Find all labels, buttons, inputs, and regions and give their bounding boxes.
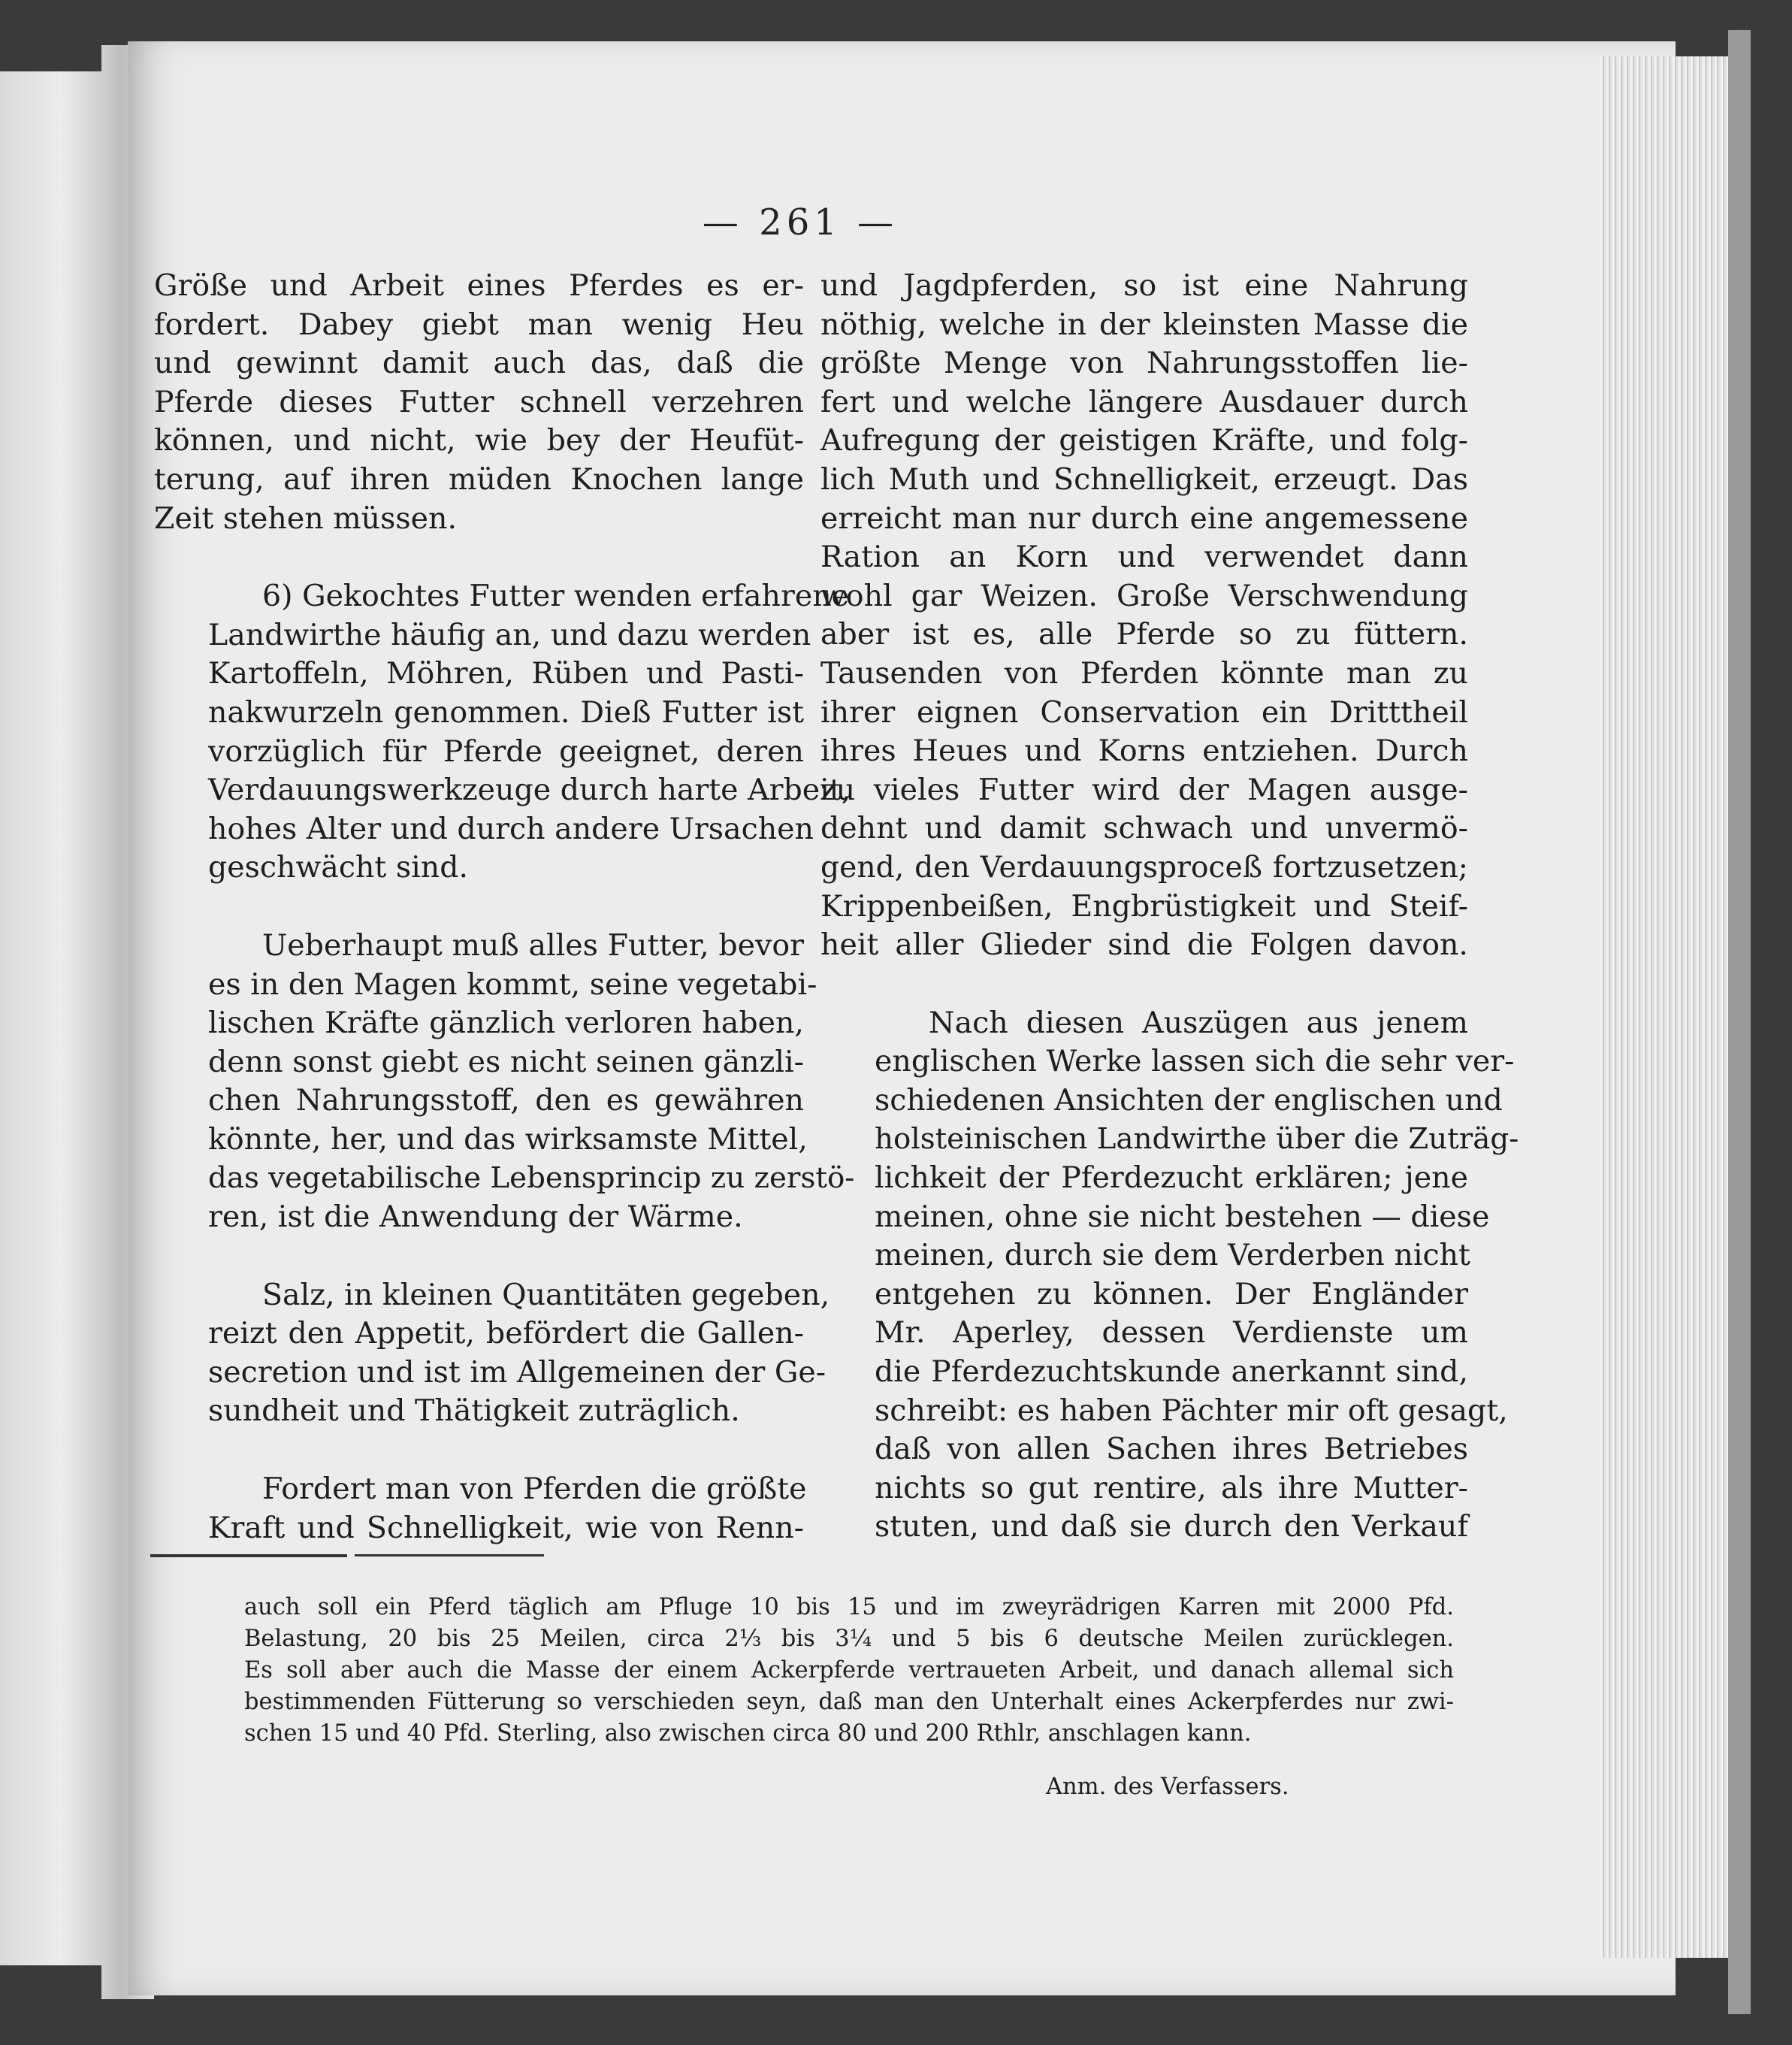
- text-line: terung, auf ihren müden Knochen lange: [154, 461, 804, 497]
- footnote-line: schen 15 und 40 Pfd. Sterling, also zwischen circa 80 und 200 Rthlr, anschlagen kann.: [244, 1720, 1252, 1747]
- book-cover-edge: [1728, 30, 1751, 2014]
- text-line: schiedenen Ansichten der englischen und: [875, 1082, 1503, 1118]
- text-line: das vegetabilische Lebensprincip zu zerstö-: [208, 1161, 855, 1196]
- text-line: schreibt: es haben Pächter mir oft gesagt,: [875, 1393, 1508, 1428]
- text-line: nichts so gut rentire, als ihre Mutter-: [875, 1470, 1468, 1505]
- text-line: nöthig, welche in der kleinsten Masse die: [820, 307, 1468, 342]
- text-line: Tausenden von Pferden könnte man zu: [820, 655, 1468, 691]
- text-line: Pferde dieses Futter schnell verzehren: [154, 384, 804, 419]
- text-line: Zeit stehen müssen.: [154, 501, 458, 536]
- right-paragraph-2: [820, 1004, 1519, 1547]
- footnote-line: Belastung, 20 bis 25 Meilen, circa 2⅓ bis 3¼ und 5 bis 6 deutsche Meilen zurücklegen.: [244, 1626, 1454, 1652]
- footnote-line: Es soll aber auch die Masse der einem Ackerpferde vertraueten Arbeit, und danach allemal sich: [244, 1657, 1454, 1683]
- text-line: chen Nahrungsstoff, den es gewähren: [208, 1083, 804, 1118]
- text-line: Krippenbeißen, Engbrüstigkeit und Steif-: [820, 888, 1468, 924]
- text-line: dehnt und damit schwach und unvermö-: [820, 811, 1468, 846]
- text-line: 6) Gekochtes Futter wenden erfahrene: [262, 579, 850, 614]
- text-line: stuten, und daß sie durch den Verkauf: [875, 1509, 1468, 1544]
- text-line: Nach diesen Auszügen aus jenem: [929, 1005, 1468, 1040]
- text-line: Kartoffeln, Möhren, Rüben und Pasti-: [208, 656, 804, 691]
- text-line: lichkeit der Pferdezucht erklären; jene: [875, 1160, 1468, 1196]
- text-line: reizt den Appetit, befördert die Gallen-: [208, 1316, 804, 1351]
- text-line: aber ist es, alle Pferde so zu füttern.: [820, 617, 1468, 652]
- left-paragraph-2: [154, 577, 851, 888]
- page-number: — 261 —: [702, 201, 899, 244]
- text-line: Salz, in kleinen Quantitäten gegeben,: [262, 1277, 830, 1312]
- right-paragraph-1: [820, 267, 1468, 965]
- text-line: Fordert man von Pferden die größte: [262, 1472, 807, 1507]
- text-line: ihrer eignen Conservation ein Dritttheil: [820, 694, 1468, 730]
- text-line: holsteinischen Landwirthe über die Zuträg-: [875, 1122, 1519, 1157]
- page-edges: [1600, 56, 1744, 1958]
- text-line: und Jagdpferden, so ist eine Nahrung: [820, 268, 1468, 303]
- text-line: meinen, durch sie dem Verderben nicht: [875, 1238, 1470, 1273]
- text-line: daß von allen Sachen ihres Betriebes: [875, 1432, 1468, 1467]
- text-line: fordert. Dabey giebt man wenig Heu: [154, 307, 804, 342]
- left-paragraph-5: [154, 1470, 807, 1547]
- text-line: könnte, her, und das wirksamste Mittel,: [208, 1121, 808, 1157]
- text-line: und gewinnt damit auch das, daß die: [154, 346, 804, 381]
- text-line: Größe und Arbeit eines Pferdes es er-: [154, 268, 804, 303]
- text-line: fert und welche längere Ausdauer durch: [820, 384, 1468, 419]
- text-line: denn sonst giebt es nicht seinen gänzli-: [208, 1044, 804, 1079]
- text-line: sundheit und Thätigkeit zuträglich.: [208, 1393, 740, 1429]
- text-line: vorzüglich für Pferde geeignet, deren: [208, 734, 804, 769]
- footnote: [244, 1592, 1454, 1750]
- text-line: Ration an Korn und verwendet dann: [820, 540, 1468, 575]
- footnote-line: auch soll ein Pferd täglich am Pfluge 10 bis 15 und im zweyrädrigen Karren mit 2000 Pfd.: [244, 1594, 1454, 1620]
- text-line: ren, ist die Anwendung der Wärme.: [208, 1199, 743, 1235]
- text-line: Ueberhaupt muß alles Futter, bevor: [262, 927, 804, 963]
- text-line: Kraft und Schnelligkeit, wie von Renn-: [208, 1510, 804, 1545]
- left-paragraph-3: [154, 927, 855, 1237]
- text-line: meinen, ohne sie nicht bestehen — diese: [875, 1199, 1490, 1234]
- text-line: lischen Kräfte gänzlich verloren haben,: [208, 1006, 804, 1041]
- text-line: hohes Alter und durch andere Ursachen: [208, 811, 814, 846]
- text-line: erreicht man nur durch eine angemessene: [820, 501, 1468, 536]
- footnote-rule: [150, 1554, 347, 1557]
- facing-page-edge: [0, 71, 101, 1965]
- text-line: Mr. Aperley, dessen Verdienste um: [875, 1315, 1468, 1351]
- text-line: entgehen zu können. Der Engländer: [875, 1276, 1468, 1311]
- text-line: lich Muth und Schnelligkeit, erzeugt. Das: [820, 461, 1468, 497]
- text-line: nakwurzeln genommen. Dieß Futter ist: [208, 694, 804, 730]
- left-column: [154, 267, 855, 1547]
- footnote-line: bestimmenden Fütterung so verschieden seyn, daß man den Unterhalt eines Ackerpferdes nur zwi-: [244, 1689, 1454, 1715]
- text-line: können, und nicht, wie bey der Heufüt-: [154, 423, 804, 458]
- text-line: die Pferdezuchtskunde anerkannt sind,: [875, 1354, 1468, 1390]
- text-line: gend, den Verdauungsproceß fortzusetzen;: [820, 850, 1468, 885]
- text-line: Aufregung der geistigen Kräfte, und folg-: [820, 423, 1468, 458]
- right-column: [820, 267, 1519, 1547]
- text-line: heit aller Glieder sind die Folgen davon.: [820, 927, 1468, 963]
- text-line: wohl gar Weizen. Große Verschwendung: [820, 578, 1468, 613]
- footnote-rule: [355, 1554, 544, 1556]
- text-line: englischen Werke lassen sich die sehr ver-: [875, 1044, 1515, 1079]
- text-line: Landwirthe häufig an, und dazu werden: [208, 617, 811, 652]
- footnote-signature: Anm. des Verfassers.: [1046, 1774, 1289, 1800]
- text-line: zu vieles Futter wird der Magen ausge-: [820, 772, 1468, 807]
- left-paragraph-1: [154, 267, 804, 538]
- left-paragraph-4: [154, 1276, 830, 1431]
- text-line: geschwächt sind.: [208, 850, 469, 885]
- text-line: ihres Heues und Korns entziehen. Durch: [820, 734, 1468, 769]
- text-line: Verdauungswerkzeuge durch harte Arbeit,: [208, 773, 851, 808]
- text-line: es in den Magen kommt, seine vegetabi-: [208, 967, 817, 1002]
- text-line: größte Menge von Nahrungsstoffen lie-: [820, 346, 1468, 381]
- text-line: secretion und ist im Allgemeinen der Ge-: [208, 1354, 826, 1390]
